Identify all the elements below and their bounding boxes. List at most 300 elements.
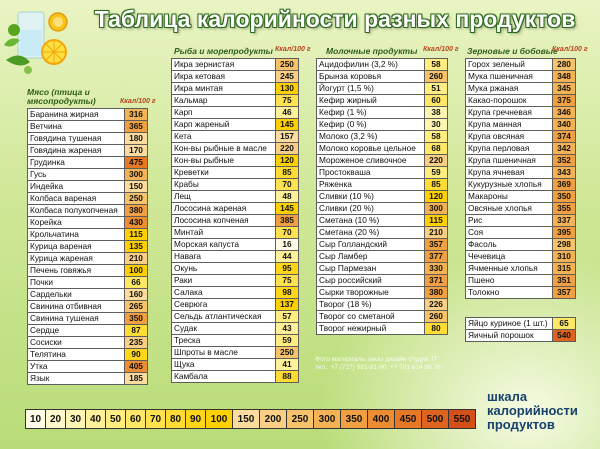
kcal-value: 265 [125, 301, 148, 313]
kcal-value: 80 [425, 323, 448, 335]
food-name: Крупа перловая [466, 143, 553, 155]
kcal-value: 337 [553, 215, 576, 227]
food-name: Камбала [172, 371, 276, 383]
food-name: Горох зеленый [466, 59, 553, 71]
kcal-value: 430 [125, 217, 148, 229]
kcal-value: 355 [553, 203, 576, 215]
food-name: Телятина [28, 349, 125, 361]
food-name: Утка [28, 361, 125, 373]
food-name: Лососина жареная [172, 203, 276, 215]
food-name: Яйцо куриное (1 шт.) [466, 318, 553, 330]
kcal-value: 30 [425, 119, 448, 131]
food-name: Крольчатина [28, 229, 125, 241]
food-name: Макароны [466, 191, 553, 203]
food-name: Щука [172, 359, 276, 371]
table-row [172, 359, 299, 371]
table-row [317, 203, 448, 215]
food-name: Салака [172, 287, 276, 299]
kcal-value: 377 [425, 251, 448, 263]
table-row [172, 347, 299, 359]
kcal-value: 357 [425, 239, 448, 251]
kcal-value: 135 [125, 241, 148, 253]
food-name: Крабы [172, 179, 276, 191]
food-name: Йогурт (1,5 %) [317, 83, 425, 95]
table-row [172, 371, 299, 383]
food-name: Крупа овсяная [466, 131, 553, 143]
food-name: Лососина копченая [172, 215, 276, 227]
food-name: Раки [172, 275, 276, 287]
kcal-value: 70 [276, 179, 299, 191]
kcal-value: 405 [125, 361, 148, 373]
table-row [317, 311, 448, 323]
table-row [466, 191, 576, 203]
kcal-value: 235 [125, 337, 148, 349]
kcal-value: 145 [276, 119, 299, 131]
table-row [172, 215, 299, 227]
kcal-value: 44 [276, 251, 299, 263]
table-row [172, 299, 299, 311]
kcal-value: 351 [553, 275, 576, 287]
scale-step: 90 [186, 410, 206, 429]
table-row [317, 179, 448, 191]
table-row [466, 275, 576, 287]
kcal-value: 350 [125, 313, 148, 325]
table-row [28, 289, 148, 301]
table-row [466, 95, 576, 107]
kcal-value: 352 [553, 155, 576, 167]
food-name: Печень говяжья [28, 265, 125, 277]
kcal-value: 365 [125, 121, 148, 133]
grains-unit-label: Ккал/100 г [552, 46, 588, 53]
kcal-value: 380 [125, 205, 148, 217]
food-name: Сердце [28, 325, 125, 337]
table-row [317, 59, 448, 71]
kcal-value: 185 [125, 373, 148, 385]
kcal-value: 41 [276, 359, 299, 371]
table-row [172, 107, 299, 119]
table-row [28, 145, 148, 157]
kcal-value: 160 [125, 289, 148, 301]
table-row [466, 71, 576, 83]
kcal-value: 345 [553, 83, 576, 95]
food-name: Сардельки [28, 289, 125, 301]
kcal-value: 316 [125, 109, 148, 121]
food-name: Сельдь атлантическая [172, 311, 276, 323]
table-row [172, 263, 299, 275]
kcal-value: 298 [553, 239, 576, 251]
food-name: Чечевица [466, 251, 553, 263]
kcal-value: 120 [425, 191, 448, 203]
table-row [28, 109, 148, 121]
food-name: Курица вареная [28, 241, 125, 253]
kcal-value: 120 [276, 155, 299, 167]
kcal-value: 395 [553, 227, 576, 239]
scale-step: 550 [449, 410, 476, 429]
table-row [28, 157, 148, 169]
kcal-value: 340 [553, 119, 576, 131]
scale-step: 50 [106, 410, 126, 429]
food-name: Курица жареная [28, 253, 125, 265]
kcal-value: 85 [425, 179, 448, 191]
kcal-value: 85 [276, 167, 299, 179]
table-row [172, 191, 299, 203]
table-row [172, 95, 299, 107]
kcal-value: 260 [425, 71, 448, 83]
food-name: Творог со сметаной [317, 311, 425, 323]
table-row [172, 83, 299, 95]
food-name: Кета [172, 131, 276, 143]
scale-step: 150 [233, 410, 260, 429]
food-name: Севрюга [172, 299, 276, 311]
food-name: Кальмар [172, 95, 276, 107]
kcal-value: 137 [276, 299, 299, 311]
kcal-value: 210 [425, 227, 448, 239]
food-name: Яичный порошок [466, 330, 553, 342]
kcal-value: 115 [125, 229, 148, 241]
kcal-value: 180 [125, 133, 148, 145]
food-name: Навага [172, 251, 276, 263]
kcal-value: 59 [276, 335, 299, 347]
scale-title-line: продуктов [487, 417, 555, 432]
food-name: Свинина тушеная [28, 313, 125, 325]
scale-step: 10 [26, 410, 46, 429]
food-name: Рис [466, 215, 553, 227]
food-name: Морская капуста [172, 239, 276, 251]
food-name: Индейка [28, 181, 125, 193]
kcal-value: 38 [425, 107, 448, 119]
food-name: Почки [28, 277, 125, 289]
food-name: Ячменные хлопья [466, 263, 553, 275]
dairy-unit-label: Ккал/100 г [423, 46, 459, 53]
contact-footnote [315, 356, 441, 372]
scale-step: 350 [341, 410, 368, 429]
table-row [28, 301, 148, 313]
food-name: Пшено [466, 275, 553, 287]
food-name: Минтай [172, 227, 276, 239]
kcal-value: 374 [553, 131, 576, 143]
table-row [466, 143, 576, 155]
table-row [317, 131, 448, 143]
food-name: Кефир жирный [317, 95, 425, 107]
kcal-value: 43 [276, 323, 299, 335]
kcal-value: 87 [125, 325, 148, 337]
table-row [28, 133, 148, 145]
food-name: Кефир (0 %) [317, 119, 425, 131]
table-row [317, 263, 448, 275]
table-row [317, 167, 448, 179]
table-row [317, 227, 448, 239]
table-row [317, 251, 448, 263]
table-row [172, 71, 299, 83]
kcal-value: 150 [125, 181, 148, 193]
table-row [317, 71, 448, 83]
scale-step: 200 [260, 410, 287, 429]
table-row [172, 131, 299, 143]
scale-title-line: шкала [487, 389, 528, 404]
food-name: Язык [28, 373, 125, 385]
food-name: Треска [172, 335, 276, 347]
food-name: Сыр российский [317, 275, 425, 287]
kcal-value: 330 [425, 263, 448, 275]
food-name: Ряженка [317, 179, 425, 191]
food-name: Говядина жареная [28, 145, 125, 157]
food-name: Шпроты в масле [172, 347, 276, 359]
table-row [172, 155, 299, 167]
table-row [466, 107, 576, 119]
kcal-value: 280 [553, 59, 576, 71]
table-row [466, 330, 576, 342]
grains-table [465, 58, 576, 299]
kcal-value: 170 [125, 145, 148, 157]
kcal-value: 58 [425, 59, 448, 71]
table-row [317, 95, 448, 107]
food-name: Лещ [172, 191, 276, 203]
kcal-value: 315 [553, 263, 576, 275]
table-row [466, 318, 576, 330]
table-row [466, 251, 576, 263]
kcal-value: 98 [276, 287, 299, 299]
table-row [28, 229, 148, 241]
food-name: Брынза коровья [317, 71, 425, 83]
table-row [28, 373, 148, 385]
kcal-value: 380 [425, 287, 448, 299]
scale-step: 60 [126, 410, 146, 429]
food-name: Какао-порошок [466, 95, 553, 107]
table-row [172, 287, 299, 299]
scale-step: 20 [46, 410, 66, 429]
table-row [28, 313, 148, 325]
food-name: Икра зернистая [172, 59, 276, 71]
kcal-value: 475 [125, 157, 148, 169]
table-row [28, 169, 148, 181]
table-row [172, 143, 299, 155]
table-row [466, 167, 576, 179]
kcal-value: 68 [425, 143, 448, 155]
table-row [466, 155, 576, 167]
kcal-value: 59 [425, 167, 448, 179]
kcal-value: 250 [276, 59, 299, 71]
kcal-value: 250 [125, 193, 148, 205]
kcal-value: 57 [276, 311, 299, 323]
scale-step: 400 [368, 410, 395, 429]
food-name: Крупа гречневая [466, 107, 553, 119]
food-name: Окунь [172, 263, 276, 275]
food-name: Сливки (20 %) [317, 203, 425, 215]
table-row [172, 239, 299, 251]
kcal-value: 260 [425, 311, 448, 323]
food-name: Сырки творожные [317, 287, 425, 299]
kcal-value: 540 [553, 330, 576, 342]
kcal-value: 60 [425, 95, 448, 107]
grains-header: Зерновые и бобовые [467, 46, 558, 56]
table-row [172, 203, 299, 215]
kcal-value: 300 [125, 169, 148, 181]
table-row [172, 251, 299, 263]
table-row [466, 59, 576, 71]
table-row [28, 121, 148, 133]
scale-step: 30 [66, 410, 86, 429]
food-name: Карп жареный [172, 119, 276, 131]
kcal-value: 371 [425, 275, 448, 287]
food-name: Сыр Голландский [317, 239, 425, 251]
scale-title [487, 390, 578, 432]
food-name: Крупа ячневая [466, 167, 553, 179]
table-row [317, 299, 448, 311]
food-name: Свинина отбивная [28, 301, 125, 313]
table-row [317, 83, 448, 95]
table-row [172, 227, 299, 239]
food-name: Креветки [172, 167, 276, 179]
food-name: Овсяные хлопья [466, 203, 553, 215]
food-name: Говядина тушеная [28, 133, 125, 145]
kcal-value: 310 [553, 251, 576, 263]
table-row [317, 119, 448, 131]
table-row [466, 131, 576, 143]
food-name: Творог нежирный [317, 323, 425, 335]
kcal-value: 65 [553, 318, 576, 330]
scale-step: 500 [422, 410, 449, 429]
kcal-value: 51 [425, 83, 448, 95]
kcal-value: 300 [425, 203, 448, 215]
calorie-scale [25, 409, 476, 429]
kcal-value: 226 [425, 299, 448, 311]
table-row [317, 107, 448, 119]
table-row [28, 205, 148, 217]
meat-unit-label: Ккал/100 г [120, 98, 156, 105]
table-row [317, 191, 448, 203]
table-row [28, 253, 148, 265]
table-row [28, 349, 148, 361]
scale-title-line: калорийности [487, 403, 578, 418]
food-name: Сливки (10 %) [317, 191, 425, 203]
kcal-value: 46 [276, 107, 299, 119]
scale-step: 300 [314, 410, 341, 429]
kcal-value: 145 [276, 203, 299, 215]
food-name: Колбаса полукопченая [28, 205, 125, 217]
food-name: Сыр Ламбер [317, 251, 425, 263]
food-name: Мука ржаная [466, 83, 553, 95]
fish-table [171, 58, 299, 383]
food-name: Кефир (1 %) [317, 107, 425, 119]
scale-step: 450 [395, 410, 422, 429]
food-name: Кукурузные хлопья [466, 179, 553, 191]
kcal-value: 100 [125, 265, 148, 277]
food-name: Икра минтая [172, 83, 276, 95]
fruit-decoration-image [0, 0, 80, 100]
scale-step: 70 [146, 410, 166, 429]
kcal-value: 350 [553, 191, 576, 203]
food-name: Колбаса вареная [28, 193, 125, 205]
table-row [28, 361, 148, 373]
table-row [466, 215, 576, 227]
kcal-value: 90 [125, 349, 148, 361]
kcal-value: 95 [276, 263, 299, 275]
food-name: Карп [172, 107, 276, 119]
table-row [28, 325, 148, 337]
meat-header: Мясо (птица и мясопродукты) [27, 87, 96, 106]
kcal-value: 375 [553, 95, 576, 107]
table-row [172, 311, 299, 323]
table-row [317, 275, 448, 287]
table-row [466, 227, 576, 239]
page-title: Таблица калорийности разных продуктов [94, 6, 576, 32]
food-name: Крупа пшеничная [466, 155, 553, 167]
food-name: Мука пшеничная [466, 71, 553, 83]
kcal-value: 66 [125, 277, 148, 289]
kcal-value: 343 [553, 167, 576, 179]
food-name: Сосиски [28, 337, 125, 349]
food-name: Толокно [466, 287, 553, 299]
kcal-value: 70 [276, 227, 299, 239]
food-name: Грудинка [28, 157, 125, 169]
food-name: Молоко коровье цельное [317, 143, 425, 155]
kcal-value: 385 [276, 215, 299, 227]
table-row [317, 323, 448, 335]
food-name: Крупа манная [466, 119, 553, 131]
food-name: Кон-вы рыбные [172, 155, 276, 167]
food-name: Простокваша [317, 167, 425, 179]
kcal-value: 75 [276, 95, 299, 107]
table-row [28, 217, 148, 229]
food-name: Кон-вы рыбные в масле [172, 143, 276, 155]
scale-step: 100 [206, 410, 233, 429]
table-row [466, 119, 576, 131]
kcal-value: 88 [276, 371, 299, 383]
dairy-header: Молочные продукты [326, 46, 418, 56]
scale-step: 80 [166, 410, 186, 429]
kcal-value: 357 [553, 287, 576, 299]
kcal-value: 220 [276, 143, 299, 155]
table-row [317, 239, 448, 251]
table-row [466, 287, 576, 299]
kcal-value: 48 [276, 191, 299, 203]
table-row [172, 275, 299, 287]
table-row [28, 181, 148, 193]
food-name: Молоко (3,2 %) [317, 131, 425, 143]
food-name: Соя [466, 227, 553, 239]
eggs-table [465, 317, 576, 342]
fish-unit-label: Ккал/100 г [275, 46, 311, 53]
table-row [28, 337, 148, 349]
scale-step: 250 [287, 410, 314, 429]
table-row [28, 265, 148, 277]
food-name: Сметана (10 %) [317, 215, 425, 227]
table-row [172, 323, 299, 335]
kcal-value: 130 [276, 83, 299, 95]
food-name: Корейка [28, 217, 125, 229]
food-name: Икра кетовая [172, 71, 276, 83]
table-row [172, 167, 299, 179]
table-row [466, 239, 576, 251]
kcal-value: 115 [425, 215, 448, 227]
kcal-value: 346 [553, 107, 576, 119]
scale-step: 40 [86, 410, 106, 429]
food-name: Судак [172, 323, 276, 335]
table-row [317, 287, 448, 299]
kcal-value: 245 [276, 71, 299, 83]
food-name: Ветчина [28, 121, 125, 133]
table-row [172, 59, 299, 71]
kcal-value: 58 [425, 131, 448, 143]
kcal-value: 348 [553, 71, 576, 83]
table-row [172, 179, 299, 191]
kcal-value: 220 [425, 155, 448, 167]
dairy-table [316, 58, 448, 335]
table-row [28, 193, 148, 205]
table-row [28, 241, 148, 253]
table-row [317, 143, 448, 155]
table-row [172, 119, 299, 131]
